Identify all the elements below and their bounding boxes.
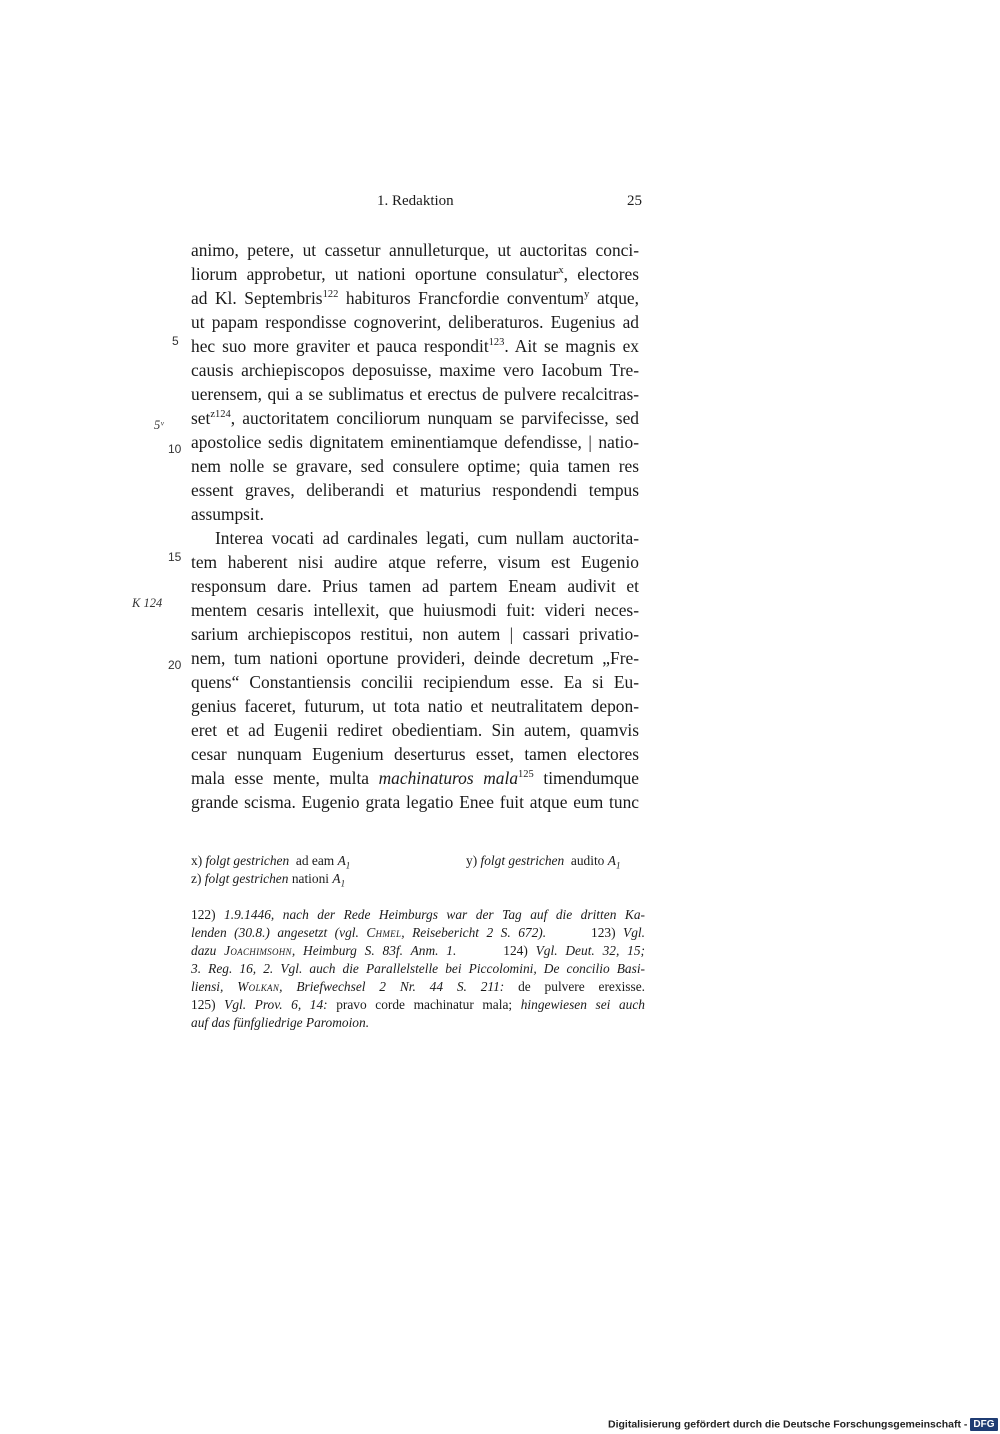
commentary-line: 3. Reg. 16, 2. Vgl. auch die Parallelstelle bei Piccolomini, De concilio Basi- (191, 961, 645, 976)
commentary-line: 122) 1.9.1446, nach der Rede Heimburgs war der Tag auf die dritten Ka- (191, 907, 645, 922)
text-line: nem nolle se gravare, sed consulere optime; quia tamen res (191, 456, 639, 476)
text-line: tem haberent nisi audire atque referre, visum est Eugenio (191, 552, 639, 572)
apparatus-note-x: x) folgt gestrichen ad eam $A_1$ (191, 853, 351, 871)
commentary-line: dazu Joachimsohn, Heimburg S. 83f. Anm. 1. 124) Vgl. Deut. 32, 15; (191, 943, 645, 958)
text-line: liorum approbetur, ut nationi oportune consulatur$^x$, electores (191, 264, 639, 284)
text-line: ad Kl. Septembris$^{122}$ habituros Francfordie conventum$^y$ atque, (191, 288, 639, 308)
text-line: grande scisma. Eugenio grata legatio Enee fuit atque eum tunc (191, 792, 639, 812)
text-line: uerensem, qui a se sublimatus et erectus de pulvere recalcitras- (191, 384, 639, 404)
apparatus-note-y: y) folgt gestrichen audito $A_1$ (466, 853, 621, 871)
text-line: set$^{z124}$, auctoritatem conciliorum nunquam se parvifecisse, sed (191, 408, 639, 428)
text-line: Interea vocati ad cardinales legati, cum nullam auctorita- (215, 528, 639, 548)
commentary-line: 125) Vgl. Prov. 6, 14: pravo corde machinatur mala; hingewiesen sei auch (191, 997, 645, 1012)
text-line: apostolice sedis dignitatem eminentiamque defendisse, | natio- (191, 432, 639, 452)
margin-page-ref: K 124 (132, 596, 163, 610)
apparatus-note-z: z) folgt gestrichen nationi $A_1$ (191, 871, 346, 889)
text-line: nem, tum nationi oportune provideri, deinde decretum „Fre- (191, 648, 639, 668)
text-line: animo, petere, ut cassetur annulleturque, ut auctoritas conci- (191, 240, 639, 260)
commentary-line: auf das fünfgliedrige Paromoion. (191, 1015, 370, 1030)
text-line: causis archiepiscopos deposuisse, maxime vero Iacobum Tre- (191, 360, 639, 380)
text-line: sarium archiepiscopos restitui, non autem | cassari privatio- (191, 624, 639, 644)
text-line: cesar nunquam Eugenium deserturus esset, tamen electores (191, 744, 639, 764)
page-number: 25 (627, 193, 642, 209)
text-line: ut papam respondisse cognoverint, deliberaturos. Eugenius ad (191, 312, 639, 332)
text-line: essent graves, deliberandi et maturius respondendi tempus (191, 480, 639, 500)
margin-line-number: 5 (172, 334, 179, 348)
margin-line-number: 20 (168, 658, 182, 672)
text-line: responsum dare. Prius tamen ad partem Eneam audivit et (191, 576, 639, 596)
text-line: quens“ Constantiensis concilii recipiendum esse. Ea si Eu- (191, 672, 639, 692)
text-line: genius faceret, futurum, ut tota natio et neutralitatem depon- (191, 696, 639, 716)
text-line: assumpsit. (191, 504, 264, 524)
text-line: eret et ad Eugenii rediret obedientiam. Sin autem, quamvis (191, 720, 639, 740)
text-line: hec suo more graviter et pauca respondit$^{123}$. Ait se magnis ex (191, 336, 639, 356)
margin-folio-ref: 5ᵛ (154, 418, 164, 432)
margin-line-number: 15 (168, 550, 182, 564)
text-line: mentem cesaris intellexit, que huiusmodi fuit: videri neces- (191, 600, 639, 620)
dfg-logo: DFG (970, 1418, 997, 1431)
funding-banner (608, 1418, 998, 1431)
funding-text: Digitalisierung gefördert durch die Deutsche Forschungsgemeinschaft - (608, 1418, 968, 1431)
text-line: mala esse mente, multa machinaturos mala$^{125}$ timendumque (191, 768, 639, 788)
margin-line-number: 10 (168, 442, 182, 456)
commentary-line: liensi, Wolkan, Briefwechsel 2 Nr. 44 S. 211: de pulvere erexisse. (191, 979, 646, 994)
commentary-line: lenden (30.8.) angesetzt (vgl. Chmel, Reisebericht 2 S. 672). 123) Vgl. (191, 925, 645, 940)
running-head: 1. Redaktion (377, 193, 454, 209)
